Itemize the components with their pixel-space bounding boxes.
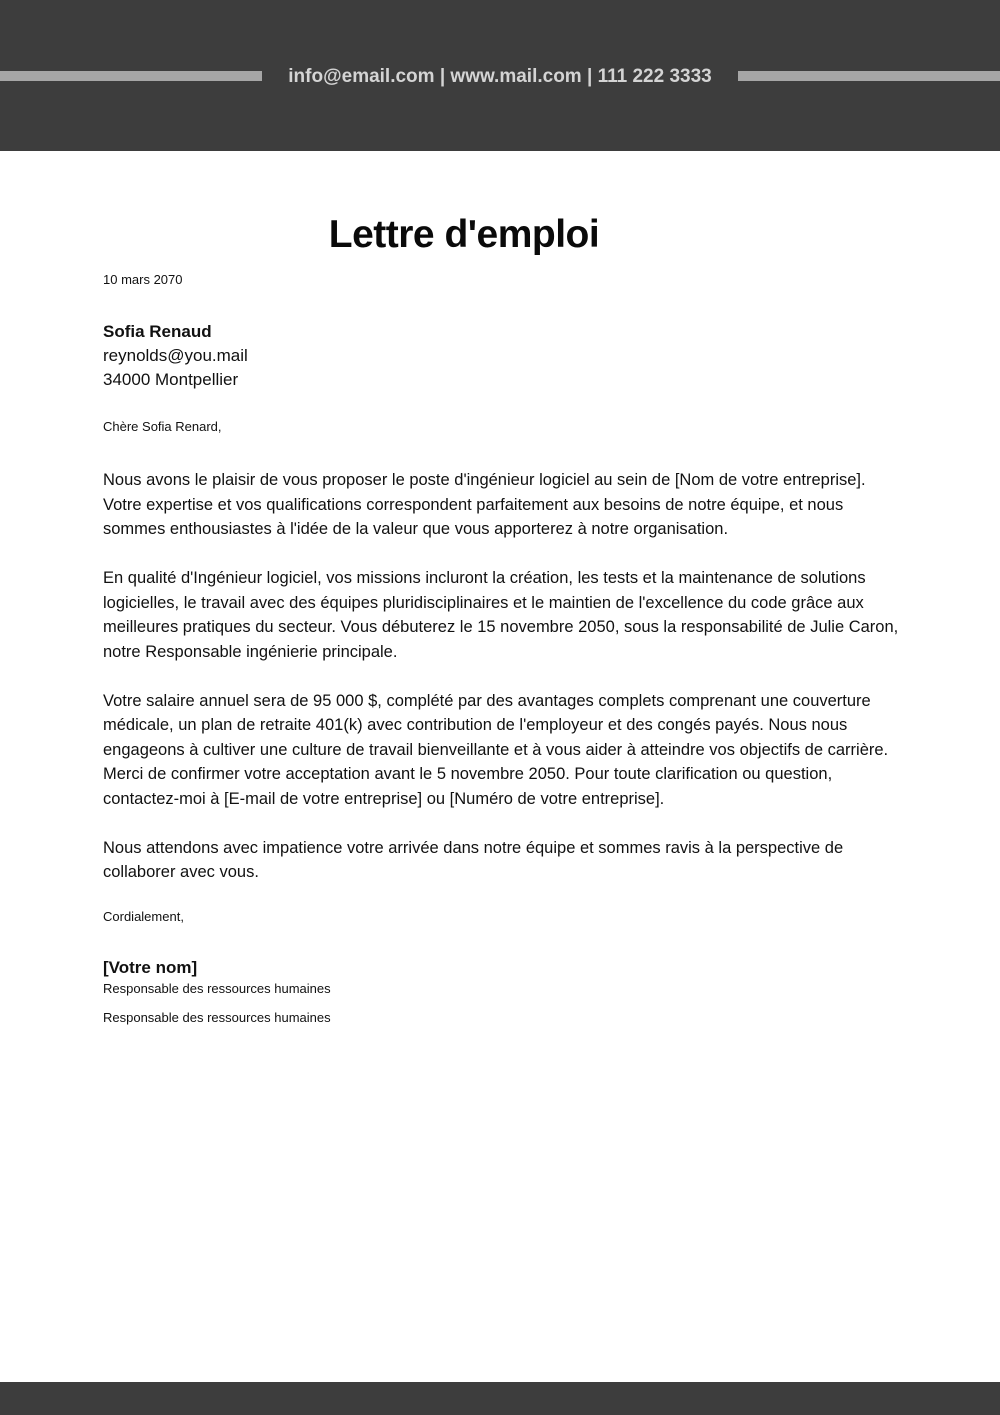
sender-city: 34000 Montpellier	[103, 370, 239, 389]
closing: Cordialement,	[103, 909, 184, 924]
signature-block	[103, 956, 331, 1030]
greeting: Chère Sofia Renard,	[103, 419, 222, 434]
body-paragraph: Votre salaire annuel sera de 95 000 $, complété par des avantages complets comprenant une couverture médicale, un plan de retraite 401(k) avec contribution de l'employeur et des congés payés. Nous nous engageons à cultiver une culture de travail bienveillante et à vous aider à atteindre vos objectifs de carrière. Merci de confirmer votre acceptation avant le 5 novembre 2050. Pour toute clarification ou question, contactez-moi à [E-mail de votre entreprise] ou [Numéro de votre entreprise].	[103, 691, 889, 808]
sender-name: Sofia Renaud	[103, 322, 212, 341]
body-paragraph: Nous avons le plaisir de vous proposer le poste d'ingénieur logiciel au sein de [Nom de votre entreprise]. Votre expertise et vos qualifications correspondent parfaitement aux besoins de notre équipe, et nous sommes enthousiastes à l'idée de la valeur que vous apporterez à notre organisation.	[103, 471, 866, 538]
contact-line: info@email.com | www.mail.com | 111 222 3333	[288, 66, 712, 87]
letter-title: Lettre d'emploi	[328, 213, 600, 256]
body-paragraph: En qualité d'Ingénieur logiciel, vos missions incluront la création, les tests et la maintenance de solutions logicielles, le travail avec des équipes pluridisciplinaires et le maintien de l'excellence du code grâce aux meilleures pratiques du secteur. Vous débuterez le 15 novembre 2050, sous la responsabilité de Julie Caron, notre Responsable ingénierie principale.	[103, 569, 899, 661]
signature-name: [Votre nom]	[103, 958, 198, 977]
signature-role: Responsable des ressources humaines	[103, 1010, 331, 1025]
letter-body	[103, 468, 903, 909]
header-band	[0, 0, 1000, 151]
letter-date: 10 mars 2070	[103, 272, 183, 287]
body-paragraph: Nous attendons avec impatience votre arrivée dans notre équipe et sommes ravis à la perspective de collaborer avec vous.	[103, 838, 844, 881]
sender-block	[103, 320, 248, 392]
footer-band	[0, 1382, 1000, 1415]
sender-email: reynolds@you.mail	[103, 346, 248, 365]
signature-role: Responsable des ressources humaines	[103, 981, 331, 996]
header-rule-left	[0, 71, 262, 81]
header-rule-right	[738, 71, 1000, 81]
